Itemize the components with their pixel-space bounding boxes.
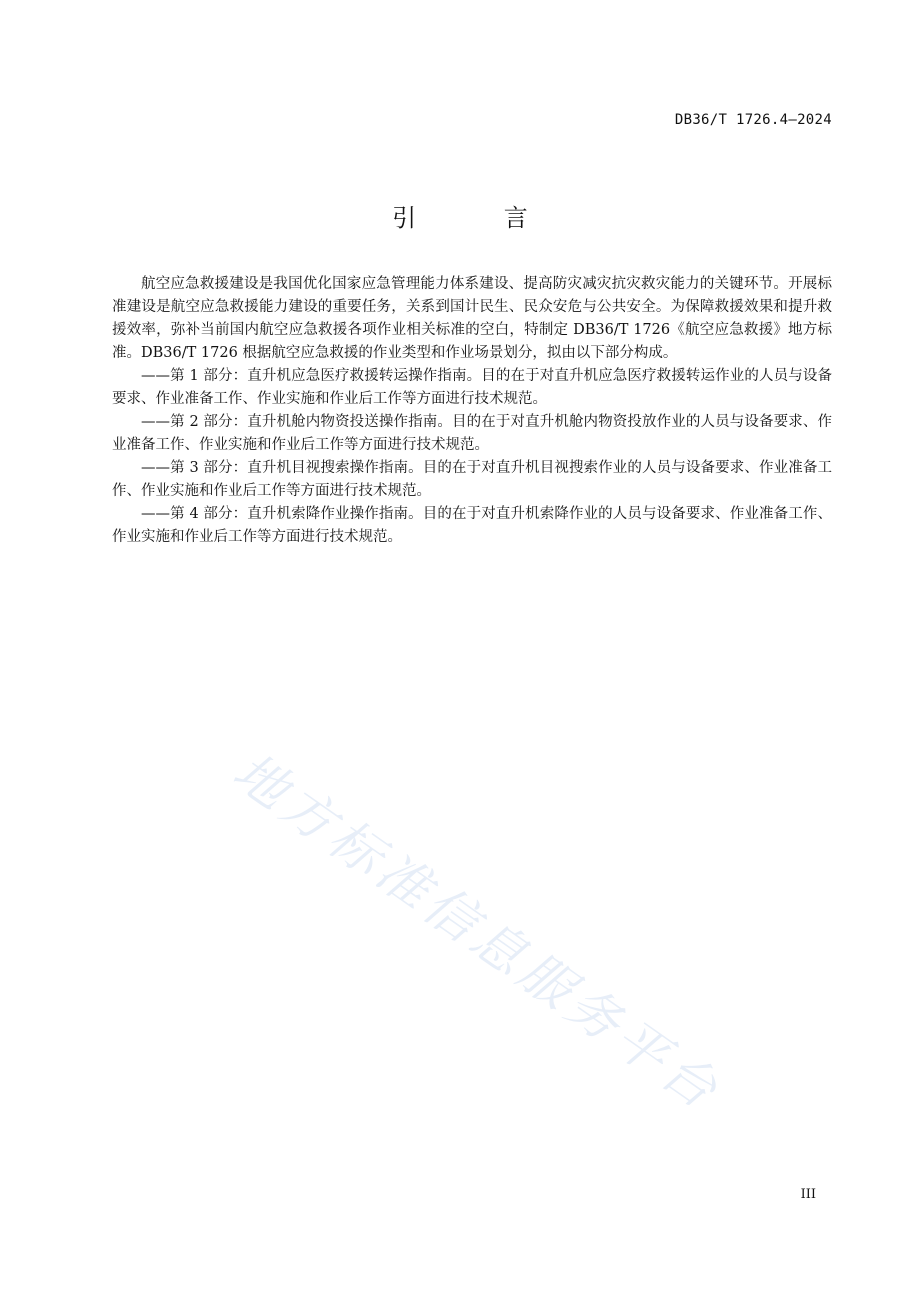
part-1-paragraph: ——第 1 部分：直升机应急医疗救援转运操作指南。目的在于对直升机应急医疗救援转运作业的人员与设备要求、作业准备工作、作业实施和作业后工作等方面进行技术规范。 (112, 368, 832, 407)
document-code: DB36/T 1726.4—2024 (674, 112, 832, 128)
intro-paragraph: 航空应急救援建设是我国优化国家应急管理能力体系建设、提高防灾减灾抗灾救灾能力的关键环节。开展标准建设是航空应急救援能力建设的重要任务，关系到国计民生、民众安危与公共安全。为保障救援效果和提升救援效率，弥补当前国内航空应急救援各项作业相关标准的空白，特制定 DB36/T 1726《航空应急救援》地方标准。DB36/T 1726 根据航空应急救援的作业类型和作业场景划分，拟由以下部分构成。 (112, 276, 832, 361)
page-title: 引 言 (392, 204, 568, 232)
introduction-body (112, 273, 832, 549)
watermark: 地方标准信息服务平台 (222, 741, 732, 1124)
part-2-paragraph: ——第 2 部分：直升机舱内物资投送操作指南。目的在于对直升机舱内物资投放作业的人员与设备要求、作业准备工作、作业实施和作业后工作等方面进行技术规范。 (112, 414, 832, 453)
part-3-paragraph: ——第 3 部分：直升机目视搜索操作指南。目的在于对直升机目视搜索作业的人员与设备要求、作业准备工作、作业实施和作业后工作等方面进行技术规范。 (112, 460, 832, 499)
part-4-paragraph: ——第 4 部分：直升机索降作业操作指南。目的在于对直升机索降作业的人员与设备要求、作业准备工作、作业实施和作业后工作等方面进行技术规范。 (112, 506, 832, 545)
page-number: III (800, 1187, 816, 1202)
